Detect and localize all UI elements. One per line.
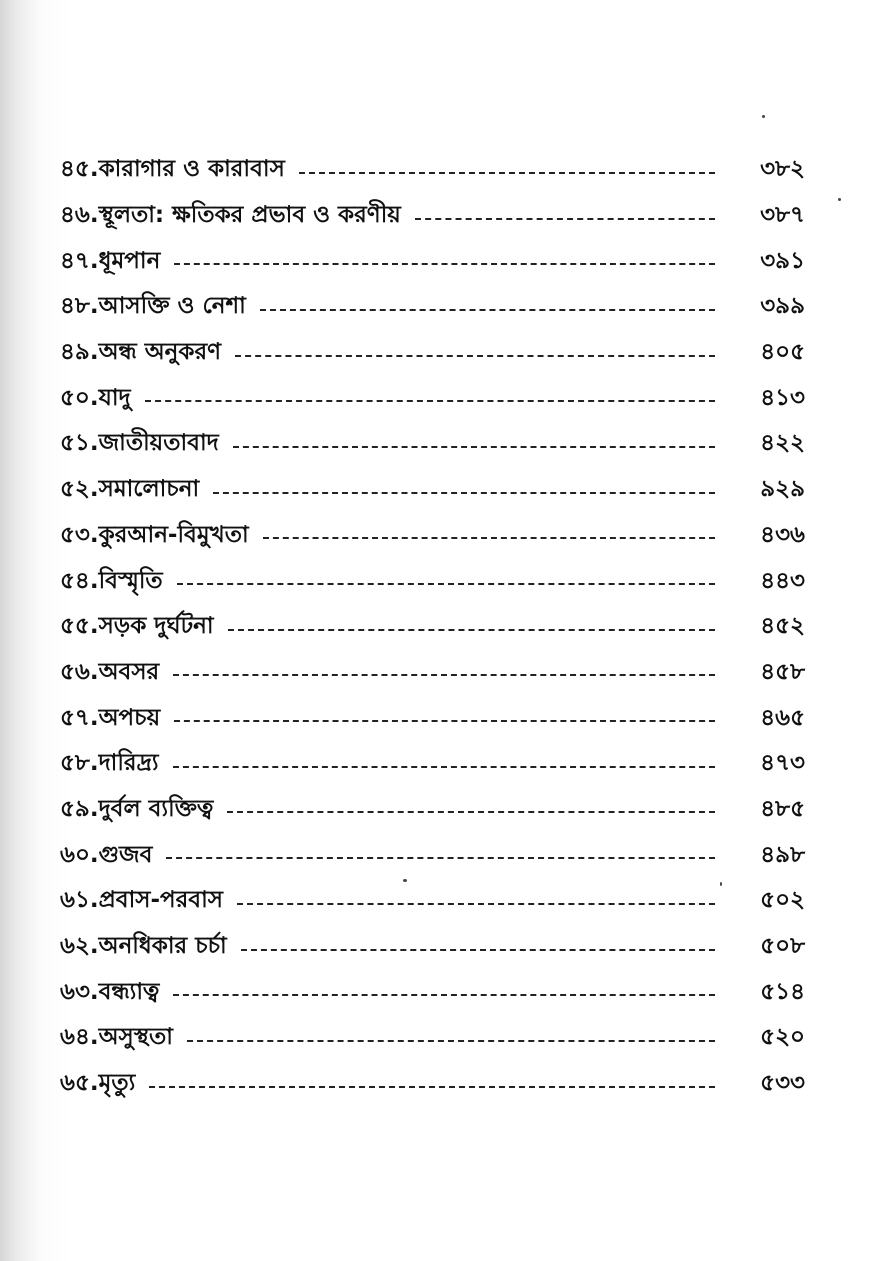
entry-title: স্থূলতা: ক্ষতিকর প্রভাব ও করণীয় <box>98 202 401 229</box>
entry-number: ৬১. <box>60 887 99 914</box>
entry-title: সড়ক দুর্ঘটনা <box>98 613 214 640</box>
toc-entry <box>60 924 805 970</box>
toc-entry <box>60 650 805 696</box>
entry-page-number: ৪৭৩ <box>760 750 805 777</box>
toc-entry <box>60 238 805 284</box>
entry-number: ৪৭. <box>60 247 99 274</box>
entry-page-number: ৪০৫ <box>760 339 805 366</box>
entry-page-number: ৪৪৩ <box>760 567 805 594</box>
entry-title: অপচয় <box>98 704 161 731</box>
dotted-leader <box>173 766 715 768</box>
dotted-leader <box>145 400 715 402</box>
entry-number: ৬২. <box>60 933 99 960</box>
entry-page-number: ৪৫৮ <box>760 658 805 685</box>
entry-title: অন্ধ অনুকরণ <box>98 339 222 366</box>
entry-number: ৪৯. <box>60 339 99 366</box>
dotted-leader <box>233 446 715 448</box>
entry-title: জাতীয়তাবাদ <box>98 430 219 457</box>
dotted-leader <box>173 994 715 996</box>
entry-number: ৫৫. <box>60 613 99 640</box>
entry-title: প্রবাস-পরবাস <box>98 887 223 914</box>
entry-page-number: ৫৩৩ <box>760 1070 805 1097</box>
toc-entry <box>60 695 805 741</box>
entry-number: ৫৭. <box>60 704 99 731</box>
dotted-leader <box>213 492 715 494</box>
toc-entry <box>60 375 805 421</box>
ink-speck <box>838 198 841 201</box>
toc-entry <box>60 467 805 513</box>
entry-page-number: ৫১৪ <box>760 978 805 1005</box>
toc-entry <box>60 284 805 330</box>
entry-page-number: ৩৮৭ <box>760 202 805 229</box>
dotted-leader <box>149 1086 715 1088</box>
dotted-leader <box>235 355 715 357</box>
entry-page-number: ৪৫২ <box>760 613 805 640</box>
entry-title: আসক্তি ও নেশা <box>98 293 246 320</box>
entry-page-number: ৫০২ <box>760 887 805 914</box>
entry-title: কুরআন-বিমুখতা <box>98 521 249 548</box>
entry-page-number: ৩৮২ <box>760 156 805 183</box>
entry-title: কারাগার ও কারাবাস <box>98 156 285 183</box>
toc-entry <box>60 878 805 924</box>
entry-number: ৬৫. <box>60 1070 99 1097</box>
dotted-leader <box>299 172 715 174</box>
toc-entry <box>60 558 805 604</box>
dotted-leader <box>241 949 715 951</box>
entry-title: বন্ধ্যাত্ব <box>98 978 160 1005</box>
dotted-leader <box>187 1040 715 1042</box>
entry-title: অসুস্থতা <box>98 1024 173 1051</box>
entry-page-number: ৫০৮ <box>760 933 805 960</box>
toc-entry <box>60 604 805 650</box>
entry-page-number: ৪৮৫ <box>760 795 805 822</box>
entry-title: অবসর <box>98 658 160 685</box>
entry-page-number: ৪৬৫ <box>760 704 805 731</box>
toc-entry <box>60 1061 805 1107</box>
dotted-leader <box>227 811 715 813</box>
entry-page-number: ৪২২ <box>760 430 805 457</box>
entry-title: গুজব <box>98 841 153 868</box>
toc-entry <box>60 193 805 239</box>
entry-title: মৃত্যু <box>98 1070 136 1097</box>
toc-entry <box>60 787 805 833</box>
entry-number: ৬৪. <box>60 1024 99 1051</box>
entry-number: ৪৬. <box>60 202 99 229</box>
entry-number: ৫০. <box>60 384 99 411</box>
toc-entry <box>60 969 805 1015</box>
entry-number: ৫২. <box>60 476 99 503</box>
entry-title: সমালোচনা <box>98 476 200 503</box>
entry-title: ধূমপান <box>98 247 161 274</box>
entry-number: ৫৩. <box>60 521 99 548</box>
dotted-leader <box>260 309 715 311</box>
dotted-leader <box>237 903 715 905</box>
toc-entry <box>60 330 805 376</box>
toc-entry <box>60 832 805 878</box>
dotted-leader <box>228 629 715 631</box>
entry-number: ৫৯. <box>60 795 99 822</box>
dotted-leader <box>177 583 715 585</box>
dotted-leader <box>174 720 715 722</box>
entry-page-number: ৪৩৬ <box>760 521 805 548</box>
entry-number: ৪৮. <box>60 293 99 320</box>
entry-title: যাদু <box>98 384 131 411</box>
dotted-leader <box>174 263 715 265</box>
toc-entry <box>60 421 805 467</box>
entry-page-number: ৫২০ <box>760 1024 805 1051</box>
entry-number: ৫৪. <box>60 567 99 594</box>
toc-entry <box>60 513 805 559</box>
toc-entry <box>60 147 805 193</box>
entry-page-number: ৩৯৯ <box>760 293 805 320</box>
entry-number: ৫৬. <box>60 658 99 685</box>
toc-entry <box>60 741 805 787</box>
dotted-leader <box>173 674 715 676</box>
entry-number: ৬০. <box>60 841 99 868</box>
dotted-leader <box>415 218 715 220</box>
entry-title: দারিদ্র্য <box>98 750 159 777</box>
table-of-contents <box>60 147 805 1106</box>
entry-page-number: ৪১৩ <box>760 384 805 411</box>
dotted-leader <box>166 857 715 859</box>
entry-title: বিস্মৃতি <box>98 567 163 594</box>
entry-number: ৪৫. <box>60 156 99 183</box>
entry-page-number: ৩৯১ <box>760 247 805 274</box>
dotted-leader <box>263 537 715 539</box>
entry-title: অনধিকার চর্চা <box>98 933 227 960</box>
toc-entry <box>60 1015 805 1061</box>
entry-number: ৬৩. <box>60 978 99 1005</box>
entry-page-number: ৪৯৮ <box>760 841 805 868</box>
entry-title: দুর্বল ব্যক্তিত্ব <box>98 795 214 822</box>
entry-number: ৫১. <box>60 430 99 457</box>
ink-speck <box>762 115 765 118</box>
entry-page-number: ৯২৯ <box>760 476 805 503</box>
entry-number: ৫৮. <box>60 750 99 777</box>
